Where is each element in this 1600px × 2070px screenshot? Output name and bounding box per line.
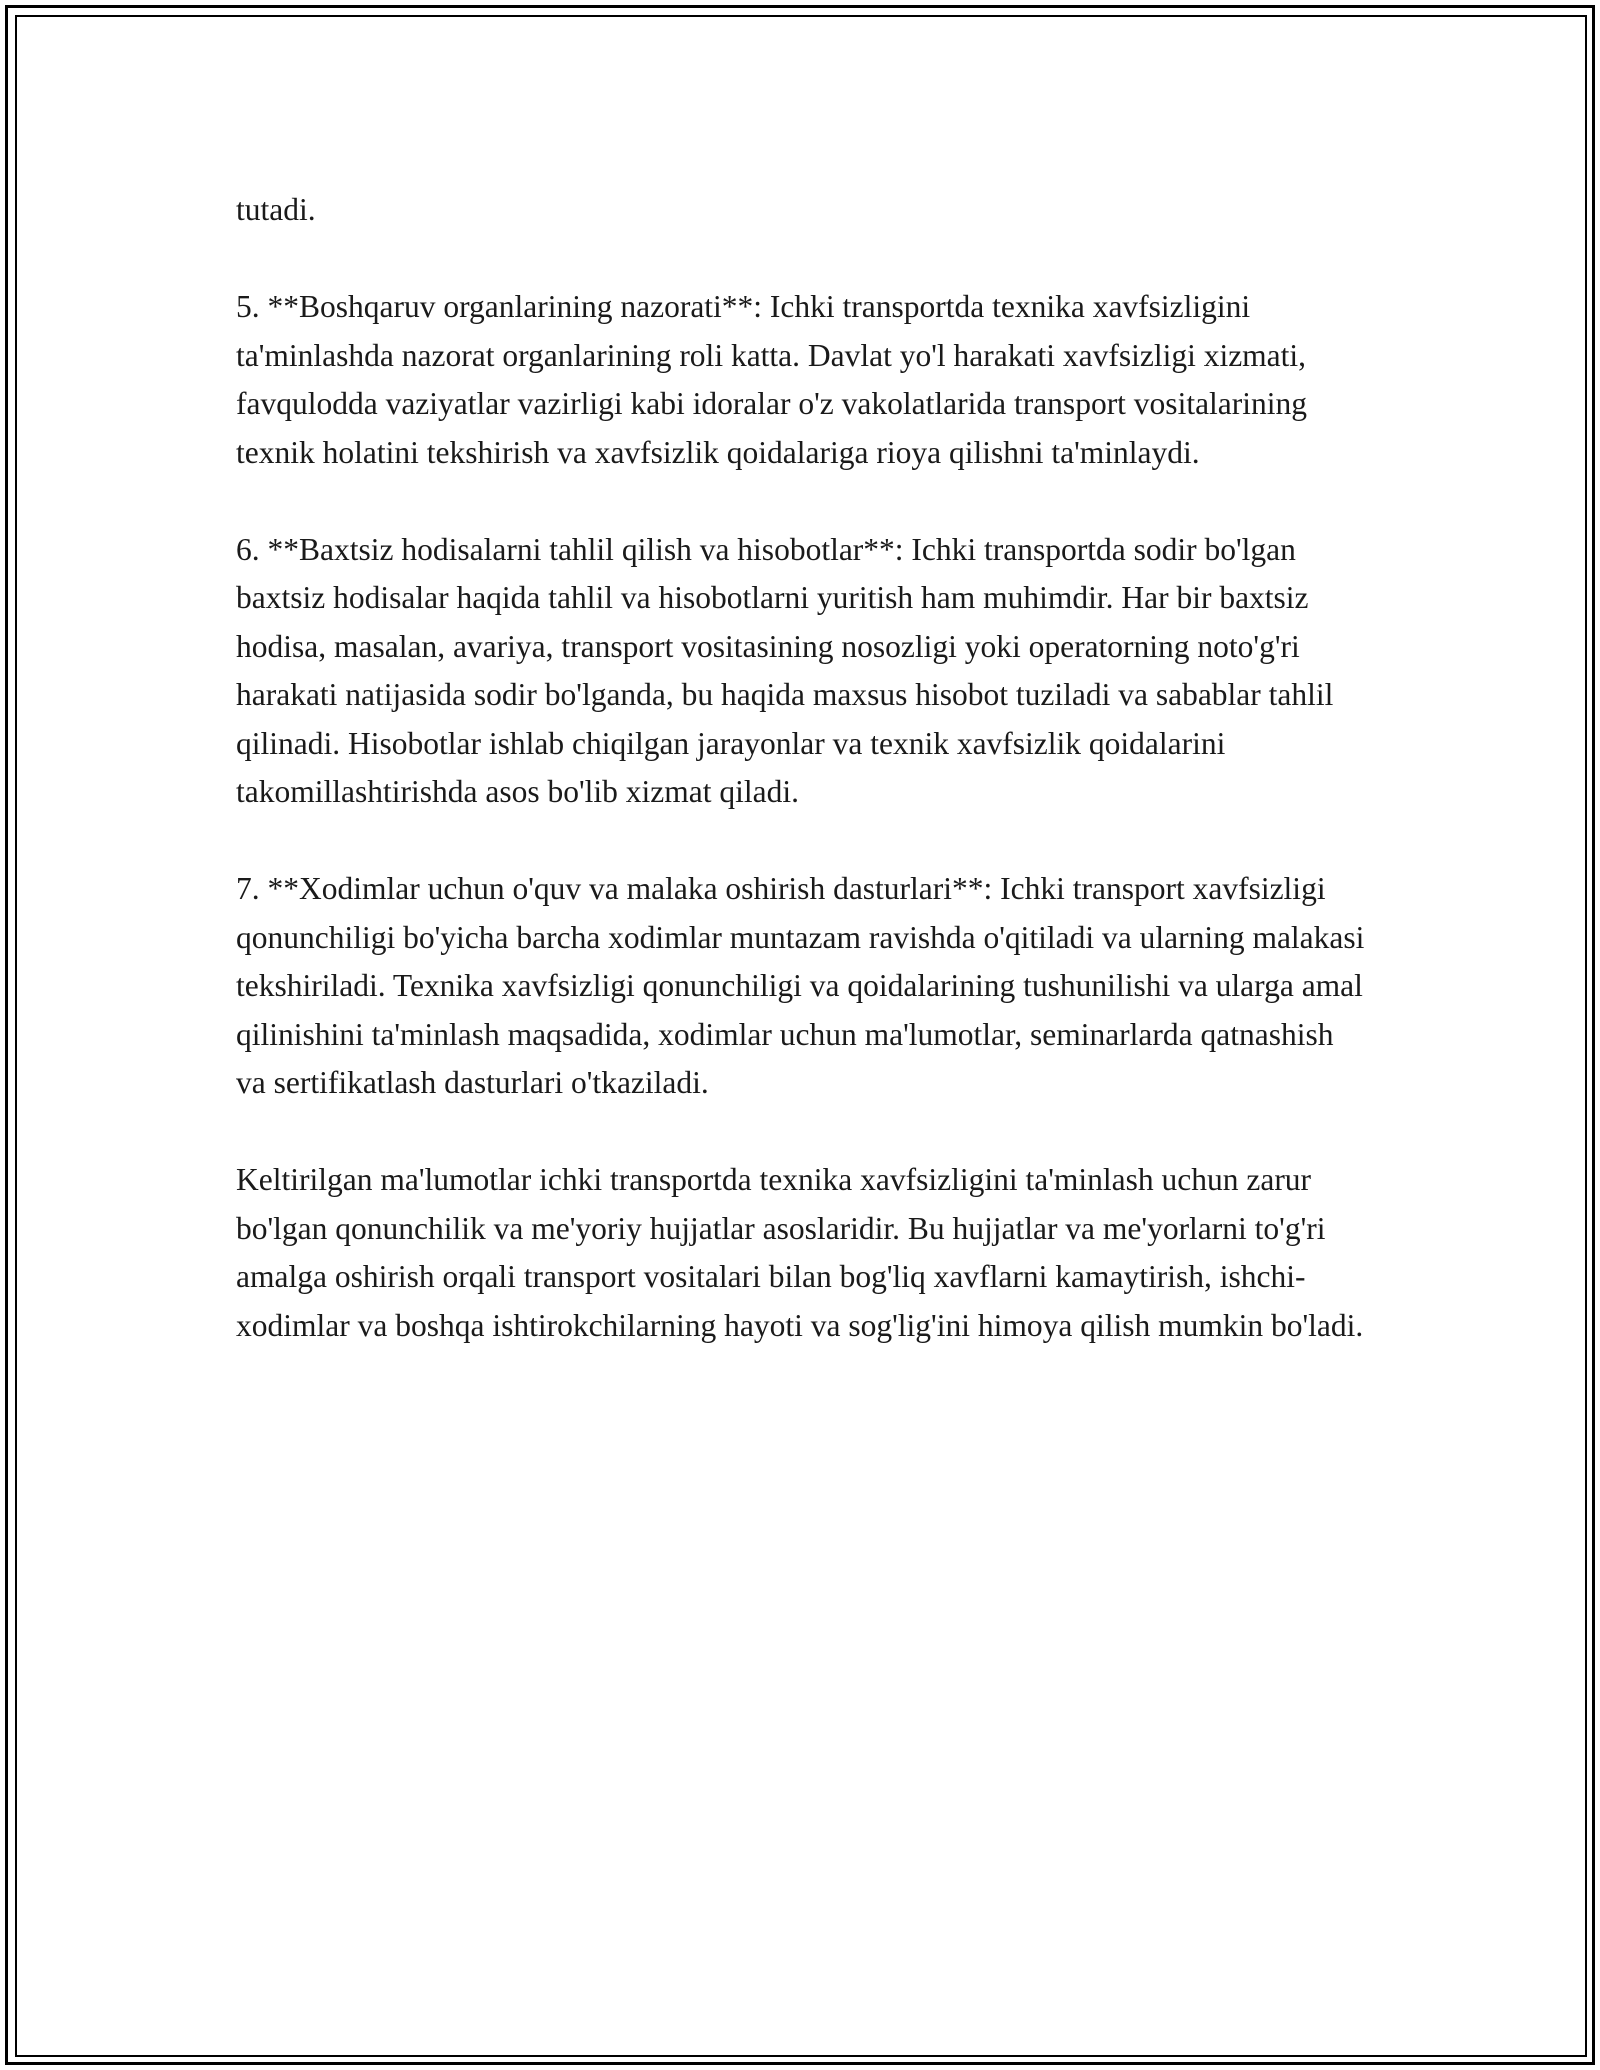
paragraph-continuation: tutadi. (236, 192, 316, 227)
paragraph-item-7: 7. **Xodimlar uchun o'quv va malaka oshirish dasturlari**: Ichki transport xavfsizligi qonunchiligi bo'yicha barcha xodimlar muntazam ravishda o'qitiladi va ularning malakasi tekshiriladi. Texnika xavfsizligi qonunchiligi va qoidalarining tushunilishi va ularga amal qilinishini ta'minlash maqsadida, xodimlar uchun ma'lumotlar, seminarlarda qatnashish va sertifikatlash dasturlari o'tkaziladi. (236, 871, 1365, 1100)
document-body (236, 186, 1366, 1350)
paragraph-item-6: 6. **Baxtsiz hodisalarni tahlil qilish va hisobotlar**: Ichki transportda sodir bo'lgan baxtsiz hodisalar haqida tahlil va hisobotlarni yuritish ham muhimdir. Har bir baxtsiz hodisa, masalan, avariya, transport vositasining nosozligi yoki operatorning noto'g'ri harakati natijasida sodir bo'lganda, bu haqida maxsus hisobot tuziladi va sabablar tahlil qilinadi. Hisobotlar ishlab chiqilgan jarayonlar va texnik xavfsizlik qoidalarini takomillashtirishda asos bo'lib xizmat qiladi. (236, 531, 1334, 809)
paragraph-item-5: 5. **Boshqaruv organlarining nazorati**: Ichki transportda texnika xavfsizligini ta'minlashda nazorat organlarining roli katta. Davlat yo'l harakati xavfsizligi xizmati, favqulodda vaziyatlar vazirligi kabi idoralar o'z vakolatlarida transport vositalarining texnik holatini tekshirish va xavfsizlik qoidalariga rioya qilishni ta'minlaydi. (236, 289, 1308, 470)
paragraph-conclusion: Keltirilgan ma'lumotlar ichki transportda texnika xavfsizligini ta'minlash uchun zarur bo'lgan qonunchilik va me'yoriy hujjatlar asoslaridir. Bu hujjatlar va me'yorlarni to'g'ri amalga oshirish orqali transport vositalari bilan bog'liq xavflarni kamaytirish, ishchi-xodimlar va boshqa ishtirokchilarning hayoti va sog'lig'ini himoya qilish mumkin bo'ladi. (236, 1162, 1364, 1343)
